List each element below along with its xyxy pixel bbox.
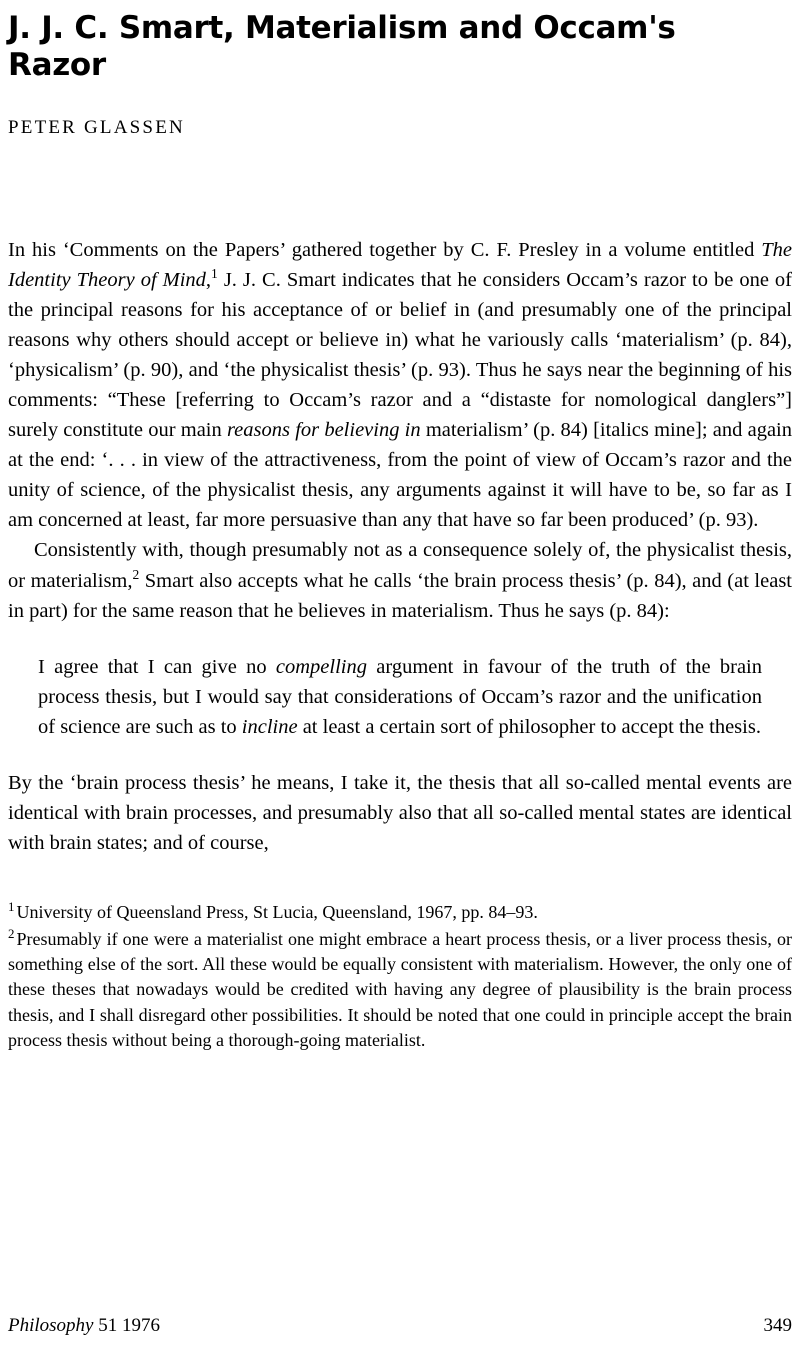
emphasis-compelling: compelling: [275, 655, 367, 678]
emphasis-reasons: reasons for believing in: [226, 419, 421, 442]
journal-name: Philosophy: [8, 1315, 94, 1336]
book-title: The Identity Theory of Mind: [8, 239, 792, 292]
journal-volume: 51: [98, 1315, 118, 1336]
footnote-1-marker: 1: [8, 898, 15, 914]
paragraph-3: By the ‘brain process thesis’ he means, I take it, the thesis that all so-called mental events are identical with brain processes, and presumably also that all so-called mental states are identical with brain states; and of course,: [8, 771, 792, 854]
emphasis-incline: incline: [241, 715, 298, 738]
footnote-2: [8, 927, 792, 1053]
footnote-1: [8, 900, 792, 925]
footnotes: [8, 900, 792, 1053]
page-footer: [8, 1315, 792, 1337]
journal-citation: [8, 1315, 160, 1337]
footnote-ref-1[interactable]: 1: [211, 266, 218, 282]
author-name: PETER GLASSEN: [8, 117, 185, 139]
page-number: 349: [763, 1315, 792, 1336]
article-body: [8, 235, 792, 858]
blockquote: I agree that I can give no compelling argument in favour of the truth of the brain process thesis, but I would say that considerations of Occam’s razor and the unification of science are such as to incline at least a certain sort of philosopher to accept the thesis.: [38, 655, 762, 738]
paragraph-2: Consistently with, though presumably not as a consequence solely of, the physicalist thesis, or materialism,$^2$ Smart also accepts what he calls ‘the brain process thesis’ (p. 84), and (at least in part) for the same reason that he believes in materialism. Thus he says (p. 84):: [8, 539, 792, 622]
page-title: J. J. C. Smart, Materialism and Occam's Razor: [8, 10, 676, 83]
journal-year: 1976: [122, 1315, 160, 1336]
paragraph-1: In his ‘Comments on the Papers’ gathered together by C. F. Presley in a volume entitled The Identity Theory of Mind,$^1$ J. J. C. Smart indicates that he considers Occam’s razor to be one of the principal reasons for his acceptance of or belief in (and presumably one of the principal reasons why others should accept or believe in) what he variously calls ‘materialism’ (p. 84), ‘physicalism’ (p. 90), and ‘the physicalist thesis’ (p. 93). Thus he says near the beginning of his comments: “These [referring to Occam’s razor and a “distaste for nomological danglers”] surely constitute our main reasons for believing in materialism’ (p. 84) [italics mine]; and again at the end: ‘. . . in view of the attractiveness, from the point of view of Occam’s razor and the unity of science, of the physicalist thesis, any arguments against it will have to be, so far as I am concerned at least, far more persuasive than any that have so far been produced’ (p. 93).: [8, 239, 793, 532]
footnote-ref-2[interactable]: 2: [132, 566, 140, 582]
footnote-2-text: Presumably if one were a materialist one might embrace a heart process thesis, or a liver process thesis, or something else of the sort. All these would be equally consistent with materialism. However, the only one of these theses that nowadays would be credited with having any degree of plausibility is the brain process thesis, and I shall disregard other possibilities. It should be noted that one could in principle accept the brain process thesis without being a thorough-going materialist.: [8, 928, 792, 1050]
footnote-1-text: University of Queensland Press, St Lucia, Queensland, 1967, pp. 84–93.: [16, 901, 538, 922]
footnote-2-marker: 2: [8, 925, 15, 941]
